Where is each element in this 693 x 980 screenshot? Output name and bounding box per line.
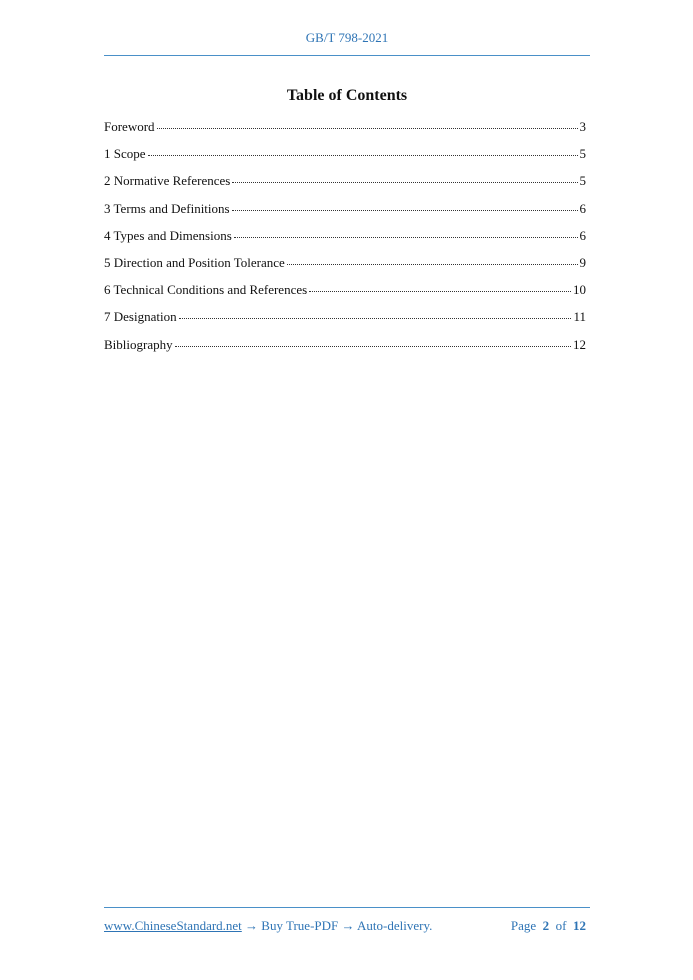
toc-entry-bibliography[interactable] — [104, 337, 586, 364]
toc-entry-label: 1 Scope — [104, 146, 146, 162]
toc-entry-foreword[interactable] — [104, 119, 586, 146]
site-link[interactable]: www.ChineseStandard.net — [104, 918, 242, 933]
toc-entry-label: 2 Normative References — [104, 173, 231, 189]
auto-delivery-text: Auto-delivery. — [357, 918, 433, 933]
header-divider — [104, 55, 590, 56]
toc-entry-designation[interactable] — [104, 309, 586, 336]
toc-entry-technical-conditions[interactable] — [104, 282, 586, 309]
toc-entry-page: 5 — [579, 173, 586, 189]
toc-dot-leader — [309, 291, 571, 292]
toc-dot-leader — [287, 264, 578, 265]
buy-true-pdf-text: Buy True-PDF — [261, 918, 339, 933]
toc-entry-direction-and-position-tolerance[interactable] — [104, 255, 586, 282]
toc-list — [104, 119, 586, 364]
toc-entry-page: 9 — [579, 254, 586, 270]
page-indicator — [511, 918, 586, 934]
toc-dot-leader — [232, 182, 577, 183]
toc-dot-leader — [234, 237, 578, 238]
arrow-right-icon: → — [341, 918, 355, 933]
toc-entry-label: 5 Direction and Position Tolerance — [104, 254, 285, 270]
toc-entry-label: 6 Technical Conditions and References — [104, 282, 308, 298]
toc-dot-leader — [175, 346, 571, 347]
toc-entry-terms-and-definitions[interactable] — [104, 201, 586, 228]
current-page-number: 2 — [542, 918, 550, 933]
arrow-right-icon: → — [245, 918, 259, 933]
toc-entry-label: 4 Types and Dimensions — [104, 227, 232, 243]
running-header: GB/T 798-2021 — [305, 30, 389, 45]
toc-entry-page: 3 — [579, 119, 586, 134]
page-of: of — [555, 918, 567, 933]
footer-promo — [104, 918, 432, 934]
toc-entry-scope[interactable] — [104, 146, 586, 173]
toc-entry-normative-references[interactable] — [104, 173, 586, 200]
toc-entry-page: 11 — [573, 309, 586, 325]
toc-entry-label: 3 Terms and Definitions — [104, 200, 230, 216]
toc-entry-page: 12 — [573, 336, 586, 352]
toc-entry-label: Bibliography — [104, 336, 173, 352]
toc-entry-types-and-dimensions[interactable] — [104, 228, 586, 255]
page-footer — [104, 918, 586, 934]
toc-dot-leader — [179, 318, 572, 319]
toc-entry-label: 7 Designation — [104, 309, 177, 325]
footer-divider — [104, 907, 590, 908]
toc-entry-page: 6 — [579, 227, 586, 243]
toc-dot-leader — [232, 210, 578, 211]
toc-dot-leader — [157, 128, 578, 129]
toc-title: Table of Contents — [286, 87, 408, 104]
toc-dot-leader — [148, 155, 578, 156]
page-prefix: Page — [510, 918, 537, 933]
total-pages-number: 12 — [573, 918, 586, 933]
toc-entry-page: 6 — [579, 200, 586, 216]
toc-entry-page: 10 — [573, 282, 586, 298]
toc-entry-page: 5 — [579, 146, 586, 162]
toc-entry-label: Foreword — [104, 119, 155, 134]
